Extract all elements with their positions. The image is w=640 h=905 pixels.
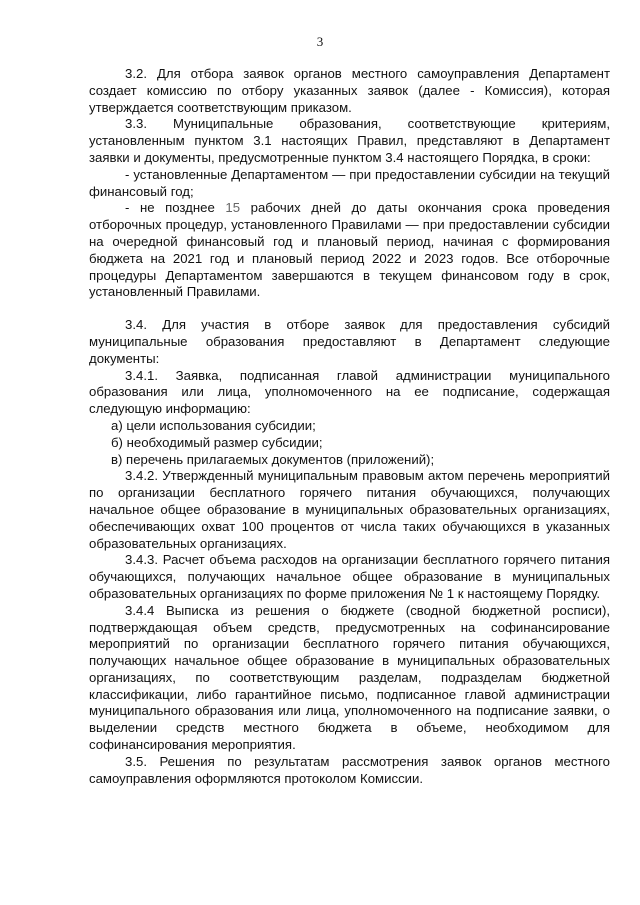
list-item-dash-2 bbox=[89, 200, 610, 301]
dash-2-days-number: 15 bbox=[225, 200, 241, 216]
paragraph-3-4-1: 3.4.1. Заявка, подписанная главой администрации муниципального образования или лица, уполномоченного на ее подписание, содержащая следующую информацию: bbox=[89, 367, 610, 417]
list-item-b: б) необходимый размер субсидии; bbox=[111, 434, 323, 450]
paragraph-3-4-3: 3.4.3. Расчет объема расходов на организации бесплатного горячего питания обучающихся, получающих начальное общее образование в муниципальных образовательных организациях по форме приложения № 1 к настоящему Порядку. bbox=[89, 552, 610, 601]
document-body bbox=[89, 66, 610, 787]
list-item-c: в) перечень прилагаемых документов (приложений); bbox=[111, 451, 435, 467]
paragraph-gap bbox=[89, 301, 610, 317]
paragraph-3-5: 3.5. Решения по результатам рассмотрения заявок органов местного самоуправления оформляются протоколом Комиссии. bbox=[89, 753, 610, 786]
list-item-dash-1: - установленные Департаментом — при предоставлении субсидии на текущий финансовый год; bbox=[89, 166, 610, 199]
paragraph-3-4: 3.4. Для участия в отборе заявок для предоставления субсидий муниципальные образования предоставляют в Департамент следующие документы: bbox=[89, 317, 610, 366]
list-item-a: а) цели использования субсидии; bbox=[111, 417, 316, 433]
paragraph-3-4-4: 3.4.4 Выписка из решения о бюджете (сводной бюджетной росписи), подтверждающая объем средств, предусмотренных на софинансирование мероприятий по организации бесплатного горячего питания обучающихся, получающих начальное общее образование в муниципальных образовательных организациях, по соответствующим разделам, подразделам бюджетной классификации, либо гарантийное письмо, подписанное главой администрации муниципального образования или лица, уполномоченного на подписание заявки, о выделении средств местного бюджета в объеме, необходимом для софинансирования мероприятия. bbox=[89, 602, 610, 753]
dash-2-text-end: рабочих дней до даты окончания срока проведения отборочных процедур, установленного Правилами — при предоставлении субсидии на очередной финансовый год и плановый период, начиная с формирования бюджета на 2021 год и плановый период 2022 и 2023 годов. Все отборочные процедуры Департаментом завершаются в текущем финансовом году в срок, установленный Правилами. bbox=[89, 200, 611, 300]
paragraph-3-2: 3.2. Для отбора заявок органов местного самоуправления Департамент создает комиссию по отбору указанных заявок (далее - Комиссия), которая утверждается соответствующим приказом. bbox=[89, 66, 610, 115]
dash-2-text-start: - не позднее bbox=[125, 200, 226, 216]
paragraph-3-4-2: 3.4.2. Утвержденный муниципальным правовым актом перечень мероприятий по организации бесплатного горячего питания обучающихся, получающих начальное общее образование в муниципальных образовательных организациях, обеспечивающих охват 100 процентов от числа таких обучающихся в указанных образовательных организациях. bbox=[89, 468, 610, 551]
page-number: 3 bbox=[316, 34, 324, 49]
paragraph-3-3: 3.3. Муниципальные образования, соответствующие критериям, установленным пунктом 3.1 настоящих Правил, представляют в Департамент заявки и документы, предусмотренные пунктом 3.4 настоящего Порядка, в сроки: bbox=[89, 116, 610, 165]
